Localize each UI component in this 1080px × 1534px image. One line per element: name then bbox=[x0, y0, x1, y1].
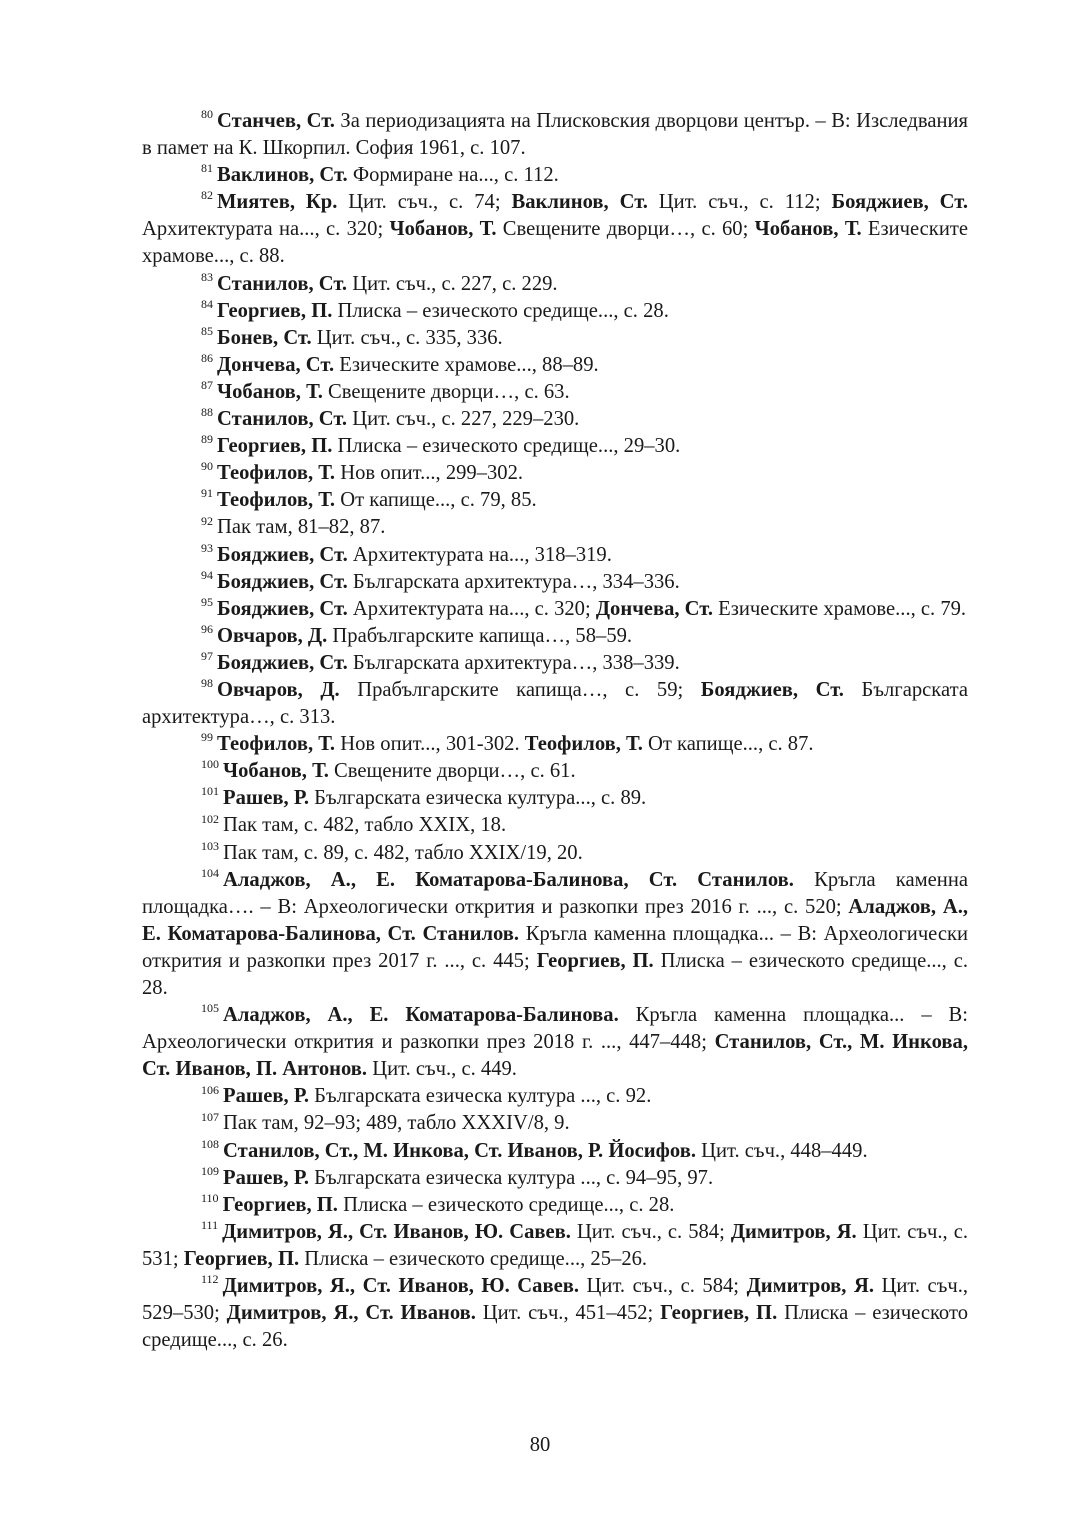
footnote-author: Станилов, Ст. bbox=[217, 272, 348, 295]
footnote-text: Езическите храмове..., с. 79. bbox=[712, 597, 967, 620]
footnote bbox=[142, 108, 968, 162]
footnote-text: Плиска – езическото средище..., с. 28. bbox=[337, 1193, 675, 1216]
footnote-text: Цит. съч., 451–452; bbox=[475, 1302, 661, 1325]
footnote-author: Станилов, Ст. bbox=[217, 408, 348, 431]
footnote-author: Станилов, Ст., М. Инкова, Ст. Иванов, Р. Йосифов. bbox=[223, 1139, 696, 1162]
footnote-author: Димитров, Я., Ст. Иванов. bbox=[226, 1302, 476, 1325]
footnote bbox=[142, 271, 968, 298]
footnote-text: За периодизацията на Плисковския дворцови център. – В: Изследвания в памет на К. Шкорпил. София 1961, с. 107. bbox=[142, 110, 968, 160]
footnote bbox=[142, 460, 968, 487]
footnote bbox=[142, 1273, 968, 1354]
footnote bbox=[142, 542, 968, 569]
footnote-text: Плиска – езическото средище..., с. 26. bbox=[142, 1302, 968, 1352]
footnote-author: Станчев, Ст. bbox=[217, 110, 335, 132]
page-number: 80 bbox=[529, 1434, 551, 1456]
footnote-text: Свещените дворци…, с. 61. bbox=[328, 760, 576, 783]
footnote-number: 107 bbox=[201, 1109, 219, 1124]
footnote bbox=[142, 325, 968, 352]
footnote-text: Архитектурата на..., 318–319. bbox=[347, 543, 612, 566]
footnote-text: Цит. съч., 529–530; bbox=[142, 1275, 969, 1325]
footnote-author: Рашев, Р. bbox=[223, 1166, 309, 1189]
footnote-author: Теофилов, Т. bbox=[217, 462, 336, 485]
footnote-number: 101 bbox=[201, 784, 219, 799]
footnote-number: 98 bbox=[201, 676, 213, 691]
footnote bbox=[142, 1138, 968, 1165]
footnote-text: Цит. съч., с. 335, 336. bbox=[311, 326, 503, 349]
footnote-author: Дончева, Ст. bbox=[217, 353, 335, 376]
footnote-number: 88 bbox=[201, 405, 213, 420]
footnote-number: 99 bbox=[201, 730, 213, 745]
footnote-number: 84 bbox=[201, 296, 213, 311]
footnote-author: Аладжов, А., Е. Коматарова-Балинова, Ст. Станилов. bbox=[142, 895, 968, 945]
footnote bbox=[142, 1219, 968, 1273]
footnote-author: Миятев, Кр. bbox=[217, 191, 338, 214]
footnote-text: Цит. съч., с. 112; bbox=[647, 191, 832, 214]
footnote-number: 105 bbox=[201, 1001, 219, 1016]
footnote-text: Цит. съч., с. 449. bbox=[367, 1058, 517, 1081]
footnote-text: Българската езическа култура ..., с. 94–95, 97. bbox=[308, 1166, 714, 1189]
footnote-text: Българската архитектура…, 334–336. bbox=[347, 570, 680, 593]
footnote bbox=[142, 1110, 968, 1137]
footnote-number: 89 bbox=[201, 432, 213, 447]
footnote-number: 81 bbox=[201, 161, 213, 176]
footnote-author: Георгиев, П. bbox=[183, 1247, 300, 1270]
footnote-text: Прабългарските капища…, с. 59; bbox=[339, 678, 701, 701]
footnote-text: Цит. съч., с. 584; bbox=[570, 1220, 731, 1243]
footnotes-block bbox=[142, 108, 968, 1354]
footnote-author: Ваклинов, Ст. bbox=[511, 191, 648, 214]
footnote-number: 112 bbox=[201, 1272, 219, 1287]
footnote-text: Плиска – езическото средище..., с. 28. bbox=[332, 299, 669, 322]
footnote bbox=[142, 189, 968, 270]
footnote-author: Аладжов, А., Е. Коматарова-Балинова, Ст. Станилов. bbox=[223, 868, 794, 891]
footnote-number: 95 bbox=[201, 594, 213, 609]
footnote-text: Цит. съч., с. 227, с. 229. bbox=[347, 272, 558, 295]
footnote-text: Българската архитектура…, с. 313. bbox=[142, 678, 968, 729]
footnote bbox=[142, 487, 968, 514]
footnote-text: Пак там, 81–82, 87. bbox=[217, 516, 386, 539]
footnote-author: Димитров, Я., Ст. Иванов, Ю. Савев. bbox=[222, 1275, 579, 1298]
footnote-text: Кръгла каменна площадка... – В: Археологически открития и разкопки през 2018 г. ..., 447–448; bbox=[142, 1004, 968, 1054]
footnote-number: 82 bbox=[201, 188, 213, 203]
footnote-text: Кръгла каменна площадка…. – В: Археологически открития и разкопки през 2016 г. ..., с. 520; bbox=[142, 868, 968, 918]
footnote-number: 91 bbox=[201, 486, 213, 501]
footnote-author: Бояджиев, Ст. bbox=[217, 651, 348, 674]
footnote-author: Бонев, Ст. bbox=[217, 326, 312, 349]
footnote-author: Бояджиев, Ст. bbox=[217, 543, 348, 566]
footnote-text: Нов опит..., 299–302. bbox=[335, 462, 524, 485]
footnote-author: Димитров, Я., Ст. Иванов, Ю. Савев. bbox=[222, 1220, 571, 1243]
footnote-number: 103 bbox=[201, 838, 219, 853]
footnote-author: Чобанов, Т. bbox=[389, 218, 497, 241]
footnote-author: Димитров, Я. bbox=[730, 1220, 857, 1243]
footnote-number: 108 bbox=[201, 1136, 219, 1151]
footnote-number: 94 bbox=[201, 567, 213, 582]
footnote-number: 106 bbox=[201, 1082, 219, 1097]
footnote-text: Плиска – езическото средище..., 29–30. bbox=[332, 435, 681, 458]
footnote-author: Ваклинов, Ст. bbox=[217, 164, 348, 187]
footnote bbox=[142, 1002, 968, 1083]
footnote-text: Българската езическа култура..., с. 89. bbox=[308, 787, 647, 810]
footnote-author: Чобанов, Т. bbox=[754, 218, 862, 241]
footnote bbox=[142, 596, 968, 623]
footnote bbox=[142, 406, 968, 433]
footnote-text: От капище..., с. 79, 85. bbox=[335, 489, 537, 512]
footnote bbox=[142, 379, 968, 406]
footnote-text: Цит. съч., с. 227, 229–230. bbox=[347, 408, 580, 431]
footnote-text: Цит. съч., с. 584; bbox=[579, 1275, 747, 1298]
footnote-author: Чобанов, Т. bbox=[217, 380, 323, 403]
footnote bbox=[142, 1083, 968, 1110]
footnote-author: Бояджиев, Ст. bbox=[700, 678, 844, 701]
footnote bbox=[142, 514, 968, 541]
footnote-author: Теофилов, Т. bbox=[217, 733, 336, 756]
footnote-text: Формиране на..., с. 112. bbox=[347, 164, 559, 187]
footnote-number: 87 bbox=[201, 378, 213, 393]
footnote-text: Цит. съч., с. 531; bbox=[142, 1220, 968, 1270]
footnote bbox=[142, 623, 968, 650]
footnote-text: Архитектурата на..., с. 320; bbox=[347, 597, 596, 620]
footnote-text: Прабългарските капища…, 58–59. bbox=[327, 624, 633, 647]
footnote-author: Георгиев, П. bbox=[660, 1302, 778, 1325]
footnote-author: Аладжов, А., Е. Коматарова-Балинова. bbox=[223, 1004, 619, 1027]
footnote bbox=[142, 812, 968, 839]
footnote-number: 97 bbox=[201, 649, 213, 664]
footnote-text: Архитектурата на..., с. 320; bbox=[142, 218, 390, 241]
footnote-author: Чобанов, Т. bbox=[223, 760, 329, 783]
footnote bbox=[142, 352, 968, 379]
footnote bbox=[142, 433, 968, 460]
footnote-author: Теофилов, Т. bbox=[217, 489, 336, 512]
footnote-text: Цит. съч., 448–449. bbox=[695, 1139, 868, 1162]
footnote-number: 111 bbox=[201, 1217, 219, 1232]
footnote-text: Езическите храмове..., 88–89. bbox=[334, 353, 599, 376]
footnote-author: Рашев, Р. bbox=[223, 787, 309, 810]
footnote bbox=[142, 162, 968, 189]
footnote-author: Овчаров, Д. bbox=[217, 624, 328, 647]
footnote bbox=[142, 758, 968, 785]
footnote-number: 86 bbox=[201, 350, 213, 365]
footnote-author: Рашев, Р. bbox=[223, 1085, 309, 1108]
footnote bbox=[142, 677, 968, 731]
footnote-author: Станилов, Ст., М. Инкова, Ст. Иванов, П. Антонов. bbox=[142, 1031, 968, 1081]
footnote-author: Георгиев, П. bbox=[536, 949, 654, 972]
footnote-text: От капище..., с. 87. bbox=[642, 733, 814, 756]
footnote-text: Плиска – езическото средище..., 25–26. bbox=[299, 1247, 648, 1270]
footnote bbox=[142, 785, 968, 812]
footnote-author: Овчаров, Д. bbox=[217, 678, 340, 701]
footnote-author: Бояджиев, Ст. bbox=[217, 597, 348, 620]
footnote-number: 90 bbox=[201, 459, 213, 474]
footnote bbox=[142, 569, 968, 596]
footnote-text: Пак там, с. 89, с. 482, табло XXIX/19, 20. bbox=[223, 841, 583, 864]
footnote bbox=[142, 650, 968, 677]
footnote bbox=[142, 867, 968, 1002]
footnote-text: Пак там, 92–93; 489, табло XXXIV/8, 9. bbox=[223, 1112, 570, 1135]
footnote-text: Езическите храмове..., с. 88. bbox=[142, 218, 968, 268]
footnote bbox=[142, 1192, 968, 1219]
footnote-text: Кръгла каменна площадка... – В: Археологически открития и разкопки през 2017 г. ..., с. 445; bbox=[142, 922, 968, 972]
footnote-text: Свещените дворци…, с. 63. bbox=[322, 380, 570, 403]
footnote bbox=[142, 840, 968, 867]
footnote-number: 93 bbox=[201, 540, 213, 555]
footnote-author: Георгиев, П. bbox=[217, 299, 333, 322]
footnote-author: Бояджиев, Ст. bbox=[831, 191, 968, 214]
footnote-number: 102 bbox=[201, 811, 219, 826]
footnote-author: Теофилов, Т. bbox=[524, 733, 643, 756]
footnote-text: Нов опит..., 301-302. bbox=[335, 733, 525, 756]
footnote-author: Дончева, Ст. bbox=[595, 597, 713, 620]
footnote-text: Българската архитектура…, 338–339. bbox=[347, 651, 680, 674]
footnote bbox=[142, 298, 968, 325]
footnote-number: 109 bbox=[201, 1163, 219, 1178]
footnote-number: 110 bbox=[201, 1190, 219, 1205]
footnote-text: Пак там, с. 482, табло XXIX, 18. bbox=[223, 814, 507, 837]
footnote-number: 80 bbox=[201, 107, 213, 122]
footnote-number: 100 bbox=[201, 757, 219, 772]
footnote bbox=[142, 1165, 968, 1192]
footnote-text: Българската езическа култура ..., с. 92. bbox=[308, 1085, 652, 1108]
footnote-author: Георгиев, П. bbox=[217, 435, 333, 458]
footnote-text: Цит. съч., с. 74; bbox=[337, 191, 512, 214]
footnote-author: Георгиев, П. bbox=[222, 1193, 338, 1216]
footnote-number: 104 bbox=[201, 865, 219, 880]
footnote bbox=[142, 731, 968, 758]
footnote-number: 96 bbox=[201, 621, 213, 636]
footnote-number: 85 bbox=[201, 323, 213, 338]
footnote-author: Бояджиев, Ст. bbox=[217, 570, 348, 593]
footnote-author: Димитров, Я. bbox=[746, 1275, 874, 1298]
footnote-text: Плиска – езическото средище..., с. 28. bbox=[142, 949, 969, 999]
footnote-text: Свещените дворци…, с. 60; bbox=[496, 218, 755, 241]
footnote-number: 92 bbox=[201, 513, 213, 528]
footnote-number: 83 bbox=[201, 269, 213, 284]
